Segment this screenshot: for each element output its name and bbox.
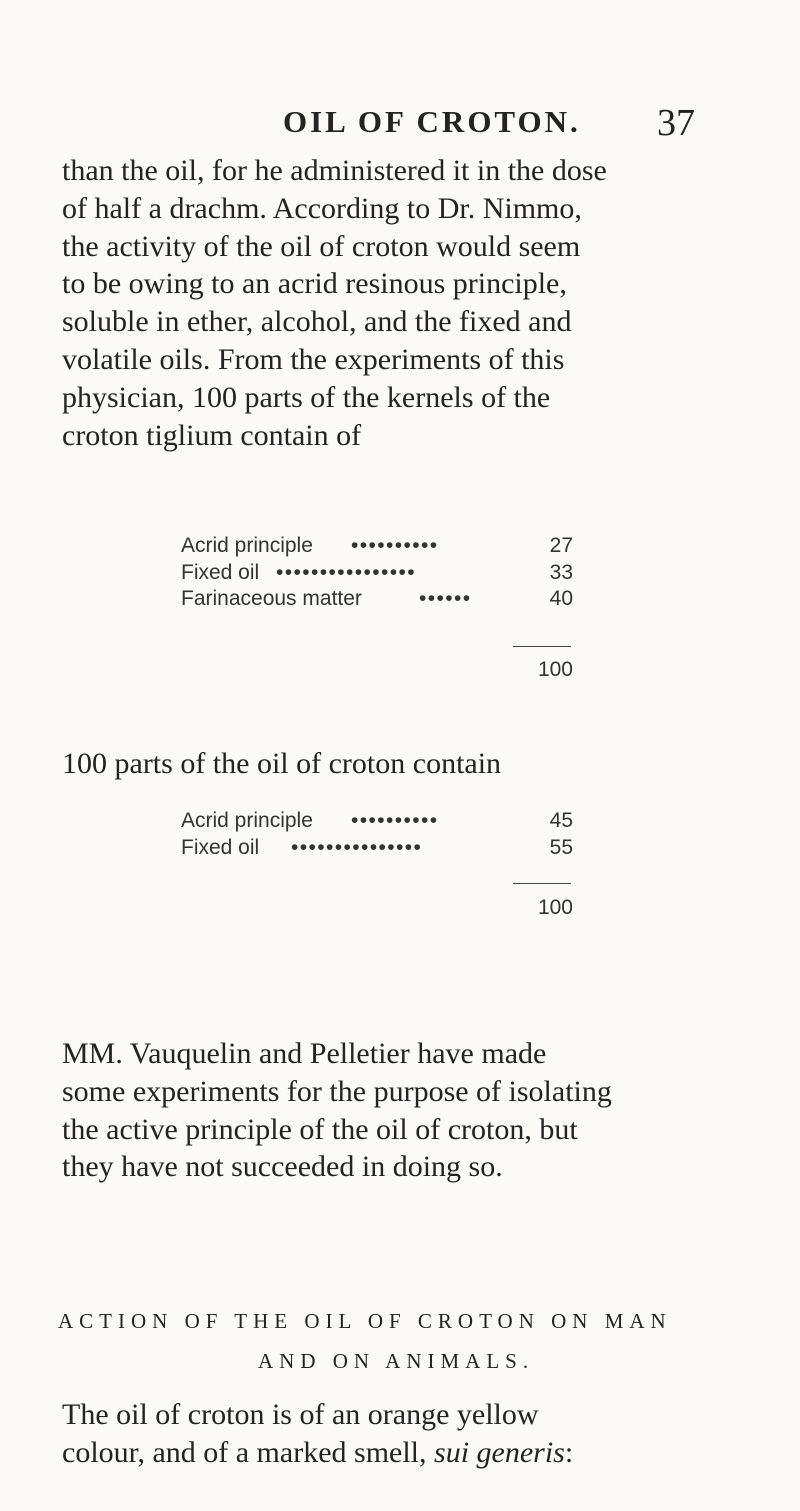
text-line: MM. Vauquelin and Pelletier have made [62,1037,547,1070]
row-label: Acrid principle [181,809,313,832]
table-row [181,534,573,561]
dot-leader: •••••• [419,587,472,610]
text-line: soluble in ether, alcohol, and the fixed and [62,305,572,339]
sum-rule [513,883,571,884]
text-line: The oil of croton is of an orange yellow [62,1398,539,1431]
row-label: Fixed oil [181,560,260,584]
text-line [62,1434,742,1472]
paragraph-oil-composition [62,745,742,783]
text-run: colour, and of a marked smell, [62,1435,435,1469]
text-line: of half a drachm. According to Dr. Nimmo, [62,191,582,225]
text-line: some experiments for the purpose of isolating [62,1074,612,1108]
text-line: the activity of the oil of croton would seem [62,229,581,263]
text-line: they have not succeeded in doing so. [62,1150,503,1184]
paragraph-vauquelin-pelletier [62,1035,742,1186]
row-label: Acrid principle [181,534,313,557]
section-heading-line1: ACTION OF THE OIL OF CROTON ON MAN [58,1309,672,1333]
text-line: croton tiglium contain of [62,418,362,452]
dot-leader: ••••••••••••••• [291,835,423,859]
text-line: physician, 100 parts of the kernels of the [62,380,551,414]
paragraph-dose-and-composition [62,152,742,454]
table-total: 100 [537,896,573,919]
table-row [181,587,573,614]
table-row [181,836,573,863]
page-number: 37 [657,102,695,144]
row-value: 40 [549,587,573,610]
dot-leader: •••••••••• [351,809,439,832]
row-value: 45 [549,809,573,832]
text-run: : [564,1435,574,1469]
sum-rule [513,646,571,647]
table-row [181,809,573,836]
oil-composition-table [181,809,573,919]
dot-leader: •••••••••• [351,534,439,557]
text-line: to be owing to an acrid resinous principle, [62,267,567,301]
paragraph-oil-description [62,1396,742,1472]
running-head: OIL OF CROTON. [283,104,581,139]
text-line: 100 parts of the oil of croton contain [62,747,502,780]
text-line: the active principle of the oil of croton, but [62,1112,578,1146]
kernel-composition-table [181,534,573,681]
row-label: Fixed oil [181,835,260,859]
row-value: 33 [549,560,573,584]
row-label: Farinaceous matter [181,587,362,610]
text-line: volatile oils. From the experiments of this [62,342,565,376]
text-line: than the oil, for he administered it in the dose [62,154,607,187]
table-total: 100 [537,658,573,681]
row-value: 27 [549,534,573,557]
dot-leader: •••••••••••••••• [276,560,417,584]
table-row [181,561,573,588]
italic-phrase: sui generis [434,1435,565,1469]
row-value: 55 [549,835,573,859]
section-heading-line2: AND ON ANIMALS. [258,1349,535,1373]
